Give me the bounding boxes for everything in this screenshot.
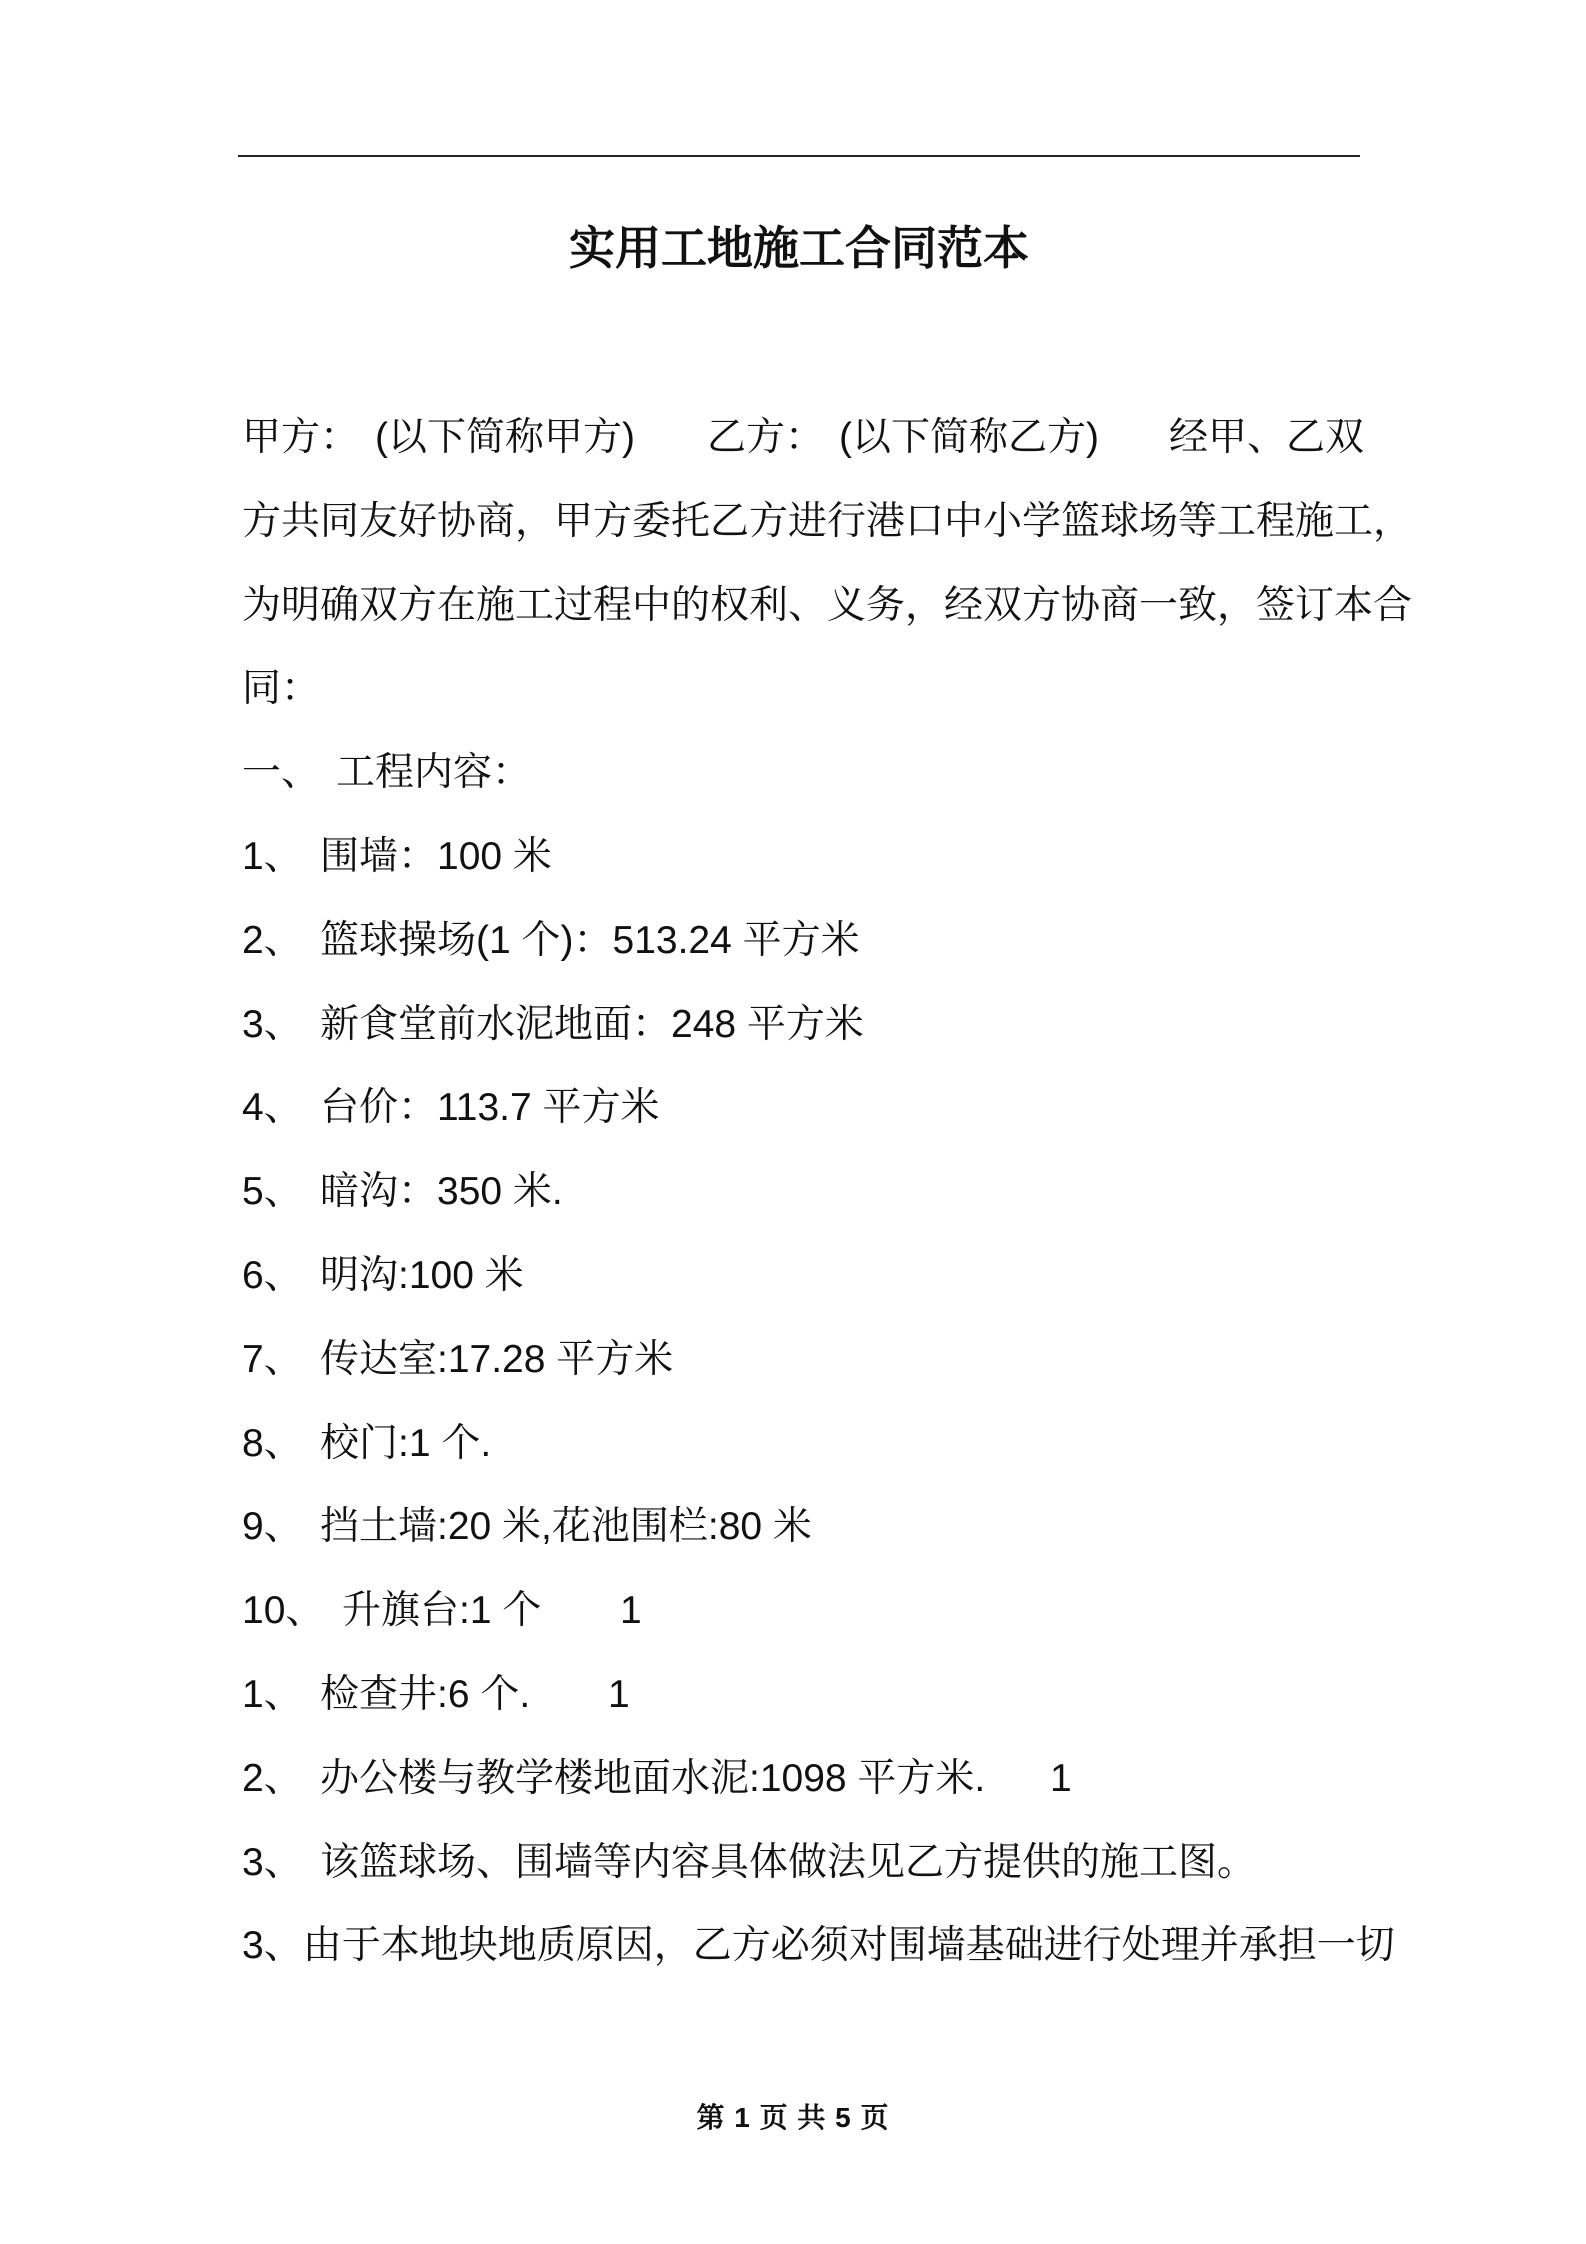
- intro-line: [242, 647, 1360, 731]
- party-b-note: (以下简称乙方): [839, 416, 1099, 459]
- list-item: [242, 1234, 1360, 1318]
- item-text: 该篮球场、围墙等内容具体做法见乙方提供的施工图。: [320, 1840, 1257, 1884]
- page-number: 第 1 页 共 5 页: [696, 2102, 890, 2133]
- item-text: 检查井:6 个.: [320, 1672, 531, 1716]
- item-text: 传达室:17.28 平方米: [320, 1337, 674, 1381]
- list-item: [242, 899, 1360, 983]
- intro-text: 为明确双方在施工过程中的权利、义务，经双方协商一致，签订本合: [242, 583, 1413, 627]
- item-number: 3、: [242, 1002, 303, 1046]
- document-title: 实用工地施工合同范本: [569, 222, 1029, 274]
- item-number: 1、: [242, 834, 303, 878]
- section-heading: [242, 731, 1360, 815]
- intro-text-start: 经甲、乙双: [1169, 416, 1365, 459]
- item-text: 篮球操场(1 个)：513.24 平方米: [320, 918, 860, 962]
- item-text: 升旗台:1 个: [342, 1589, 542, 1633]
- item-text: 明沟:100 米: [320, 1253, 524, 1297]
- clause-text: 3、由于本地块地质原因，乙方必须对围墙基础进行处理并承担一切: [242, 1924, 1395, 1968]
- header-rule: [238, 155, 1360, 157]
- list-item: [242, 1569, 1360, 1653]
- list-item: [242, 1653, 1360, 1737]
- intro-text: 同：: [242, 667, 321, 711]
- clause-line: [242, 1904, 1395, 1988]
- party-b-label: 乙方：: [707, 416, 825, 459]
- item-text: 挡土墙:20 米,花池围栏:80 米: [320, 1505, 812, 1549]
- list-item: [242, 1737, 1360, 1821]
- item-text: 围墙：100 米: [320, 834, 552, 878]
- item-number: 2、: [242, 1756, 303, 1800]
- item-text: 暗沟：350 米.: [320, 1170, 563, 1214]
- item-text: 校门:1 个.: [320, 1421, 492, 1465]
- item-text: 新食堂前水泥地面：248 平方米: [320, 1002, 864, 1046]
- intro-text: 方共同友好协商，甲方委托乙方进行港口中小学篮球场等工程施工，: [242, 499, 1413, 543]
- party-a-note: (以下简称甲方): [375, 416, 635, 459]
- intro-line: [242, 396, 1365, 480]
- item-number: 6、: [242, 1253, 303, 1297]
- list-item: [242, 1402, 1360, 1486]
- intro-line: [242, 480, 1413, 564]
- list-item: [242, 1318, 1360, 1402]
- list-item: [242, 1150, 1360, 1234]
- item-text: 办公楼与教学楼地面水泥:1098 平方米.: [320, 1756, 986, 1800]
- item-mark: 1: [608, 1672, 630, 1716]
- section-title: 工程内容：: [336, 751, 532, 795]
- party-a-label: 甲方：: [242, 416, 360, 459]
- list-item: [242, 1821, 1360, 1905]
- item-number: 4、: [242, 1086, 303, 1130]
- item-number: 1、: [242, 1672, 303, 1716]
- item-number: 10、: [242, 1589, 325, 1633]
- item-number: 7、: [242, 1337, 303, 1381]
- item-number: 5、: [242, 1170, 303, 1214]
- list-item: [242, 1066, 1360, 1150]
- document-body: [242, 396, 1413, 1988]
- item-mark: 1: [620, 1589, 642, 1633]
- intro-line: [242, 564, 1413, 648]
- item-text: 台价：113.7 平方米: [320, 1086, 660, 1130]
- list-item: [242, 815, 1360, 899]
- item-number: 9、: [242, 1505, 303, 1549]
- item-number: 2、: [242, 918, 303, 962]
- section-number: 一、: [242, 751, 321, 795]
- item-mark: 1: [1050, 1756, 1072, 1800]
- item-number: 3、: [242, 1840, 303, 1884]
- item-number: 8、: [242, 1421, 303, 1465]
- list-item: [242, 1485, 1360, 1569]
- list-item: [242, 983, 1360, 1067]
